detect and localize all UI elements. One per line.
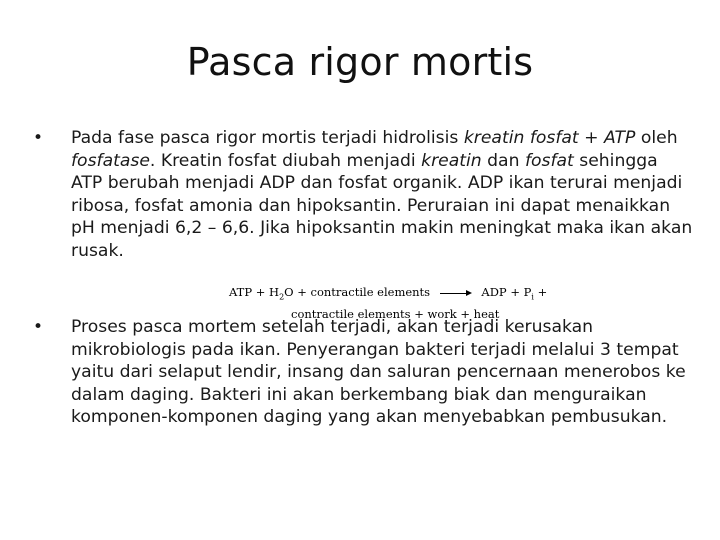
italic-term-kreatin-fosfat-atp: kreatin fosfat + ATP bbox=[463, 128, 636, 148]
bullet-text-microbiological: Proses pasca mortem setelah terjadi, akan terjadi kerusakan mikrobiologis pada ikan. Penyerangan bakteri terjadi melalui 3 tempat yaitu dari selaput lendir, insang dan saluran pencernaan menerobos ke dalam daging. Bakteri ini akan berkembang biak dan menguraikan komponen-komponen daging yang akan menyebabkan pembusukan. bbox=[71, 317, 686, 428]
italic-term-kreatin: kreatin bbox=[421, 150, 482, 171]
equation-subscript: i bbox=[531, 292, 534, 302]
equation-text: + bbox=[533, 285, 548, 299]
equation-subscript: 2 bbox=[279, 292, 285, 302]
equation-line-2: contractile elements + work + heat bbox=[291, 307, 500, 321]
bullet-marker: • bbox=[33, 317, 44, 337]
equation-text: ATP + H bbox=[229, 285, 280, 299]
text-segment: oleh bbox=[635, 128, 678, 148]
equation-reactants bbox=[229, 285, 431, 302]
bullet-marker: • bbox=[33, 128, 44, 148]
bullet-item-microbiological bbox=[33, 316, 693, 429]
italic-term-fosfat: fosfat bbox=[524, 150, 574, 171]
text-segment: dan bbox=[481, 150, 525, 171]
equation-text: ADP + P bbox=[481, 285, 532, 299]
equation-products bbox=[481, 285, 548, 302]
equation-line-1 bbox=[229, 285, 547, 301]
bullet-item-hydrolysis bbox=[33, 127, 693, 263]
equation-text: O + contractile elements bbox=[284, 285, 431, 299]
text-segment: . Kreatin fosfat diubah menjadi bbox=[149, 150, 422, 171]
text-segment: sehingga ATP berubah menjadi ADP dan fosfat organik. ADP ikan terurai menjadi ribosa, fosfat amonia dan hipoksantin. Peruraian ini dapat menaikkan pH menjadi 6,2 – 6,6. Jika hipoksantin makin meningkat maka ikan akan rusak. bbox=[71, 150, 693, 261]
bullet-text-hydrolysis bbox=[71, 127, 693, 263]
text-segment: Pada fase pasca rigor mortis terjadi hidrolisis bbox=[71, 128, 464, 148]
italic-term-fosfatase: fosfatase bbox=[71, 150, 150, 171]
slide-title: Pasca rigor mortis bbox=[186, 40, 534, 84]
